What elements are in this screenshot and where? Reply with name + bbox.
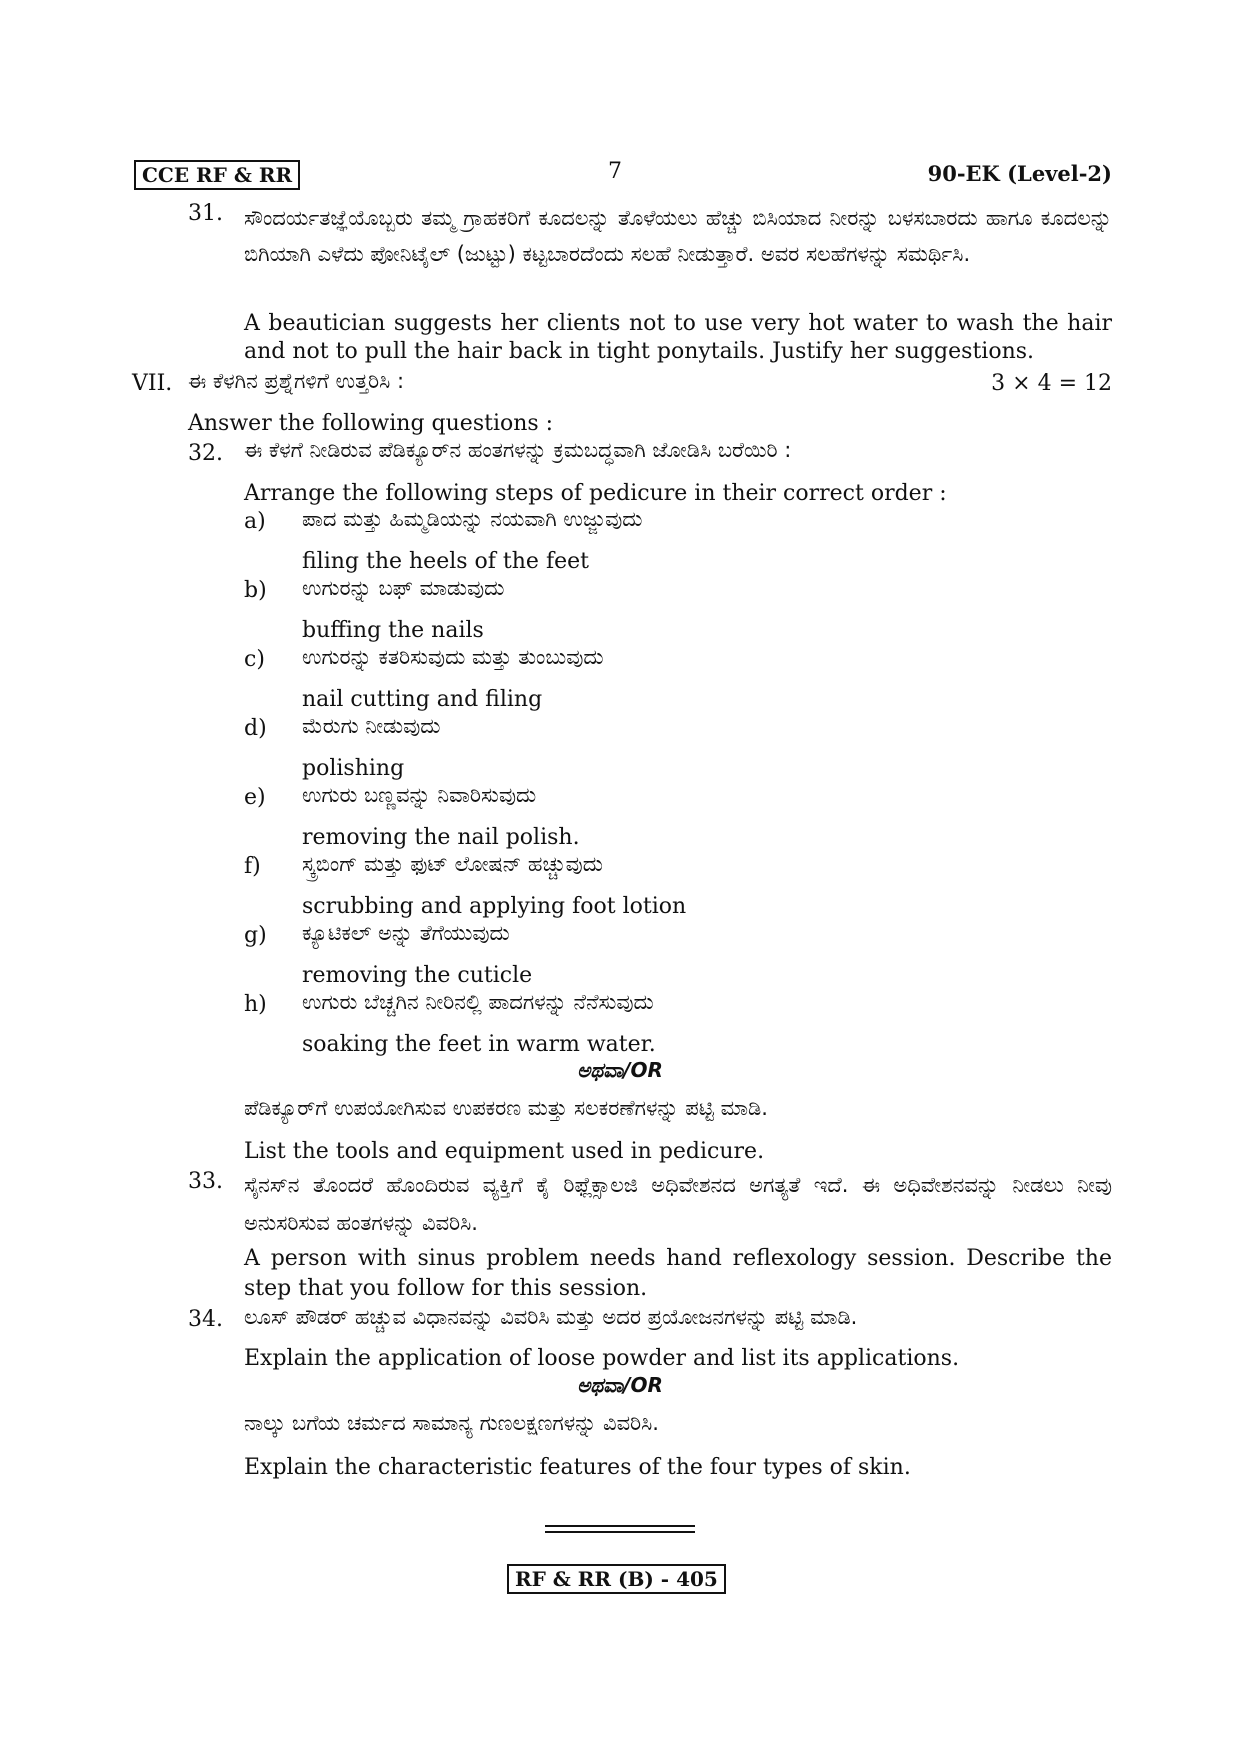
option-label: b) <box>244 578 267 603</box>
q31-kannada: ಸೌಂದರ್ಯತಜ್ಞೆಯೊಬ್ಬರು ತಮ್ಮ ಗ್ರಾಹಕರಿಗೆ ಕೂದಲನ್ನು ತೊಳೆಯಲು ಹೆಚ್ಚು ಬಿಸಿಯಾದ ನೀರನ್ನು ಬಳಸಬಾರದು ಹಾಗೂ ಕೂದಲನ್ನು ಬಿಗಿಯಾಗಿ ಎಳೆದು ಪೋನಿಟೈಲ್ (ಜುಟ್ಟು) ಕಟ್ಟಬಾರದೆಂದು ಸಲಹೆ ನೀಡುತ್ತಾರೆ. ಅವರ ಸಲಹೆಗಳನ್ನು ಸಮರ್ಥಿಸಿ. <box>244 206 1112 266</box>
option-kannada: ಕ್ಯೂಟಿಕಲ್ ಅನ್ನು ತೆಗೆಯುವುದು <box>302 921 510 945</box>
option-english: nail cutting and filing <box>302 687 543 712</box>
section-english: Answer the following questions : <box>188 411 554 436</box>
option-label: g) <box>244 923 267 948</box>
q34-alt-kannada: ನಾಲ್ಕು ಬಗೆಯ ಚರ್ಮದ ಸಾಮಾನ್ಯ ಗುಣಲಕ್ಷಣಗಳನ್ನು ವಿವರಿಸಿ. <box>244 1411 659 1435</box>
option-kannada: ಉಗುರನ್ನು ಕತರಿಸುವುದು ಮತ್ತು ತುಂಬುವುದು <box>302 645 604 669</box>
q34-english: Explain the application of loose powder and list its applications. <box>244 1346 960 1371</box>
option-kannada: ಉಗುರನ್ನು ಬಫ್ ಮಾಡುವುದು <box>302 576 505 600</box>
section-kannada: ಈ ಕೆಳಗಿನ ಪ್ರಶ್ನೆಗಳಿಗೆ ಉತ್ತರಿಸಿ : <box>188 369 405 393</box>
q32-alt-kannada: ಪೆಡಿಕ್ಯೂರ್‌ಗೆ ಉಪಯೋಗಿಸುವ ಉಪಕರಣ ಮತ್ತು ಸಲಕರಣೆಗಳನ್ನು ಪಟ್ಟಿ ಮಾಡಿ. <box>244 1096 768 1120</box>
q32-english: Arrange the following steps of pedicure in their correct order : <box>244 481 947 506</box>
option-label: d) <box>244 716 267 741</box>
footer-code: RF & RR (B) - 405 <box>507 1564 726 1594</box>
option-kannada: ಉಗುರು ಬಣ್ಣವನ್ನು ನಿವಾರಿಸುವುದು <box>302 783 537 807</box>
q32-kannada: ಈ ಕೆಳಗೆ ನೀಡಿರುವ ಪೆಡಿಕ್ಯೂರ್‌ನ ಹಂತಗಳನ್ನು ಕ್ರಮಬದ್ಧವಾಗಿ ಜೋಡಿಸಿ ಬರೆಯಿರಿ : <box>244 438 792 462</box>
option-english: soaking the feet in warm water. <box>302 1032 656 1057</box>
option-label: c) <box>244 647 265 672</box>
section-marks: 3 × 4 = 12 <box>991 371 1112 396</box>
q32-or-label: ಅಥವಾ/OR <box>577 1058 663 1082</box>
q32-number: 32. <box>188 441 223 466</box>
option-label: f) <box>244 854 261 879</box>
option-kannada: ಪಾದ ಮತ್ತು ಹಿಮ್ಮಡಿಯನ್ನು ನಯವಾಗಿ ಉಜ್ಜುವುದು <box>302 507 643 531</box>
q33-kannada: ಸೈನಸ್‌ನ ತೊಂದರೆ ಹೊಂದಿರುವ ವ್ಯಕ್ತಿಗೆ ಕೈ ರಿಫ್ಲೆಕ್ಸಾಲಜಿ ಅಧಿವೇಶನದ ಅಗತ್ಯತೆ ಇದೆ. ಈ ಅಧಿವೇಶನವನ್ನು ನೀಡಲು ನೀವು ಅನುಸರಿಸುವ ಹಂತಗಳನ್ನು ವಿವರಿಸಿ. <box>244 1173 1112 1235</box>
q32-alt-english: List the tools and equipment used in pedicure. <box>244 1139 765 1164</box>
option-english: scrubbing and applying foot lotion <box>302 894 687 919</box>
option-english: removing the cuticle <box>302 963 533 988</box>
end-rule-top <box>545 1525 695 1527</box>
q34-kannada: ಲೂಸ್ ಪೌಡರ್ ಹಚ್ಚುವ ವಿಧಾನವನ್ನು ವಿವರಿಸಿ ಮತ್ತು ಅದರ ಪ್ರಯೋಜನಗಳನ್ನು ಪಟ್ಟಿ ಮಾಡಿ. <box>244 1305 858 1329</box>
option-kannada: ಸ್ಕ್ರಬಿಂಗ್ ಮತ್ತು ಫುಟ್ ಲೋಷನ್ ಹಚ್ಚುವುದು <box>302 852 603 876</box>
section-number: VII. <box>132 371 173 396</box>
end-rule-bottom <box>545 1531 695 1533</box>
option-english: filing the heels of the feet <box>302 549 589 574</box>
q31-number: 31. <box>188 201 223 226</box>
header-course-code: CCE RF & RR <box>134 160 300 190</box>
q34-alt-english: Explain the characteristic features of the four types of skin. <box>244 1455 911 1480</box>
option-label: h) <box>244 992 267 1017</box>
header-paper-code: 90-EK (Level-2) <box>927 161 1112 186</box>
page-number: 7 <box>608 159 622 184</box>
option-english: polishing <box>302 756 405 781</box>
option-label: e) <box>244 785 266 810</box>
option-label: a) <box>244 509 266 534</box>
q33-number: 33. <box>188 1169 223 1194</box>
q33-english: A person with sinus problem needs hand reflexology session. Describe the step that you follow for this session. <box>244 1246 1112 1301</box>
option-english: buffing the nails <box>302 618 484 643</box>
option-kannada: ಉಗುರು ಬೆಚ್ಚಗಿನ ನೀರಿನಲ್ಲಿ ಪಾದಗಳನ್ನು ನೆನೆಸುವುದು <box>302 990 654 1014</box>
q34-or-label: ಅಥವಾ/OR <box>577 1373 663 1397</box>
option-english: removing the nail polish. <box>302 825 580 850</box>
option-kannada: ಮೆರುಗು ನೀಡುವುದು <box>302 714 441 738</box>
q31-english: A beautician suggests her clients not to use very hot water to wash the hair and not to pull the hair back in tight ponytails. Justify her suggestions. <box>244 311 1112 364</box>
q34-number: 34. <box>188 1307 223 1332</box>
